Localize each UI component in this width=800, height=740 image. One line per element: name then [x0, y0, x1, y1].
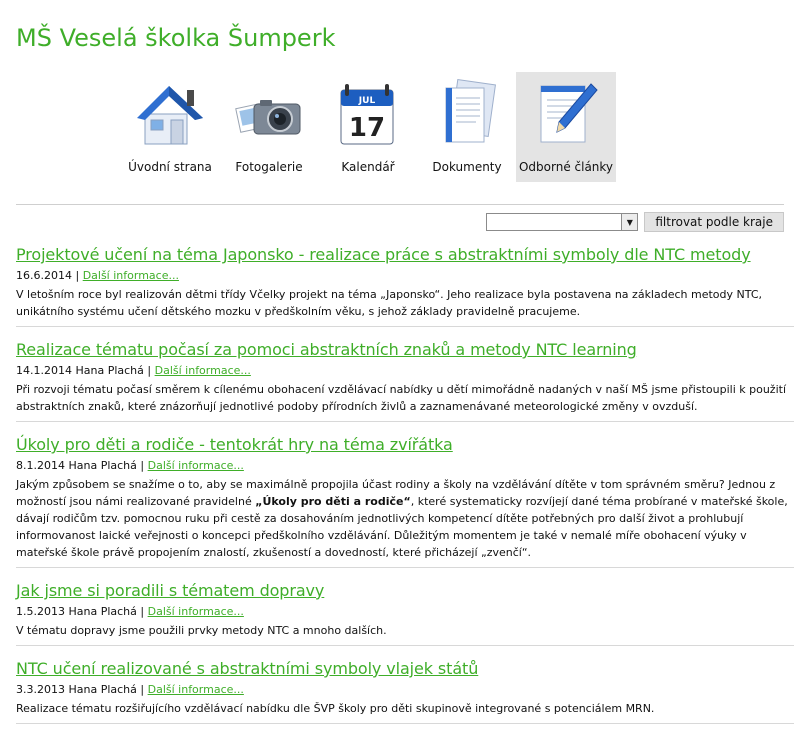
- article-meta: [16, 363, 794, 379]
- nav-label-home: Úvodní strana: [128, 160, 212, 174]
- filter-button[interactable]: filtrovat podle kraje: [644, 212, 784, 232]
- article-meta: [16, 682, 794, 698]
- nav-label-articles: Odborné články: [518, 160, 614, 174]
- nav-item-documents[interactable]: [417, 72, 517, 182]
- article-author: Hana Plachá: [75, 364, 144, 377]
- article-excerpt: V tématu dopravy jsme použili prvky metody NTC a mnoho dalších.: [16, 624, 387, 637]
- document-icon: [428, 76, 506, 148]
- article-title-link[interactable]: Jak jsme si poradili s tématem dopravy: [16, 581, 325, 600]
- excerpt-part: Jakým způsobem se snažíme o to, aby se maximálně propojila účast rodiny a školy na vzdělávání dítěte v tom správném směru? Jednou z možností jsou námi realizované pravidelné: [16, 478, 776, 508]
- more-info-link[interactable]: Další informace...: [147, 683, 244, 696]
- article-title-link[interactable]: Úkoly pro děti a rodiče - tentokrát hry na téma zvířátka: [16, 435, 453, 454]
- more-info-link[interactable]: Další informace...: [147, 459, 244, 472]
- article-item: [16, 580, 794, 646]
- article-title-link[interactable]: Realizace tématu počasí za pomoci abstraktních znaků a metody NTC learning: [16, 340, 637, 359]
- nav-label-calendar: Kalendář: [341, 160, 395, 174]
- site-title[interactable]: MŠ Veselá školka Šumperk: [16, 24, 336, 52]
- article-date: 3.3.2013: [16, 683, 65, 696]
- nav-item-home[interactable]: [120, 72, 220, 182]
- meta-separator: |: [140, 605, 148, 618]
- article-pencil-icon: [527, 76, 605, 148]
- nav-item-calendar[interactable]: [318, 72, 418, 182]
- article-date: 1.5.2013: [16, 605, 65, 618]
- article-item: [16, 658, 794, 724]
- excerpt-bold: „Úkoly pro děti a rodiče“: [255, 495, 411, 508]
- article-meta: [16, 458, 794, 474]
- calendar-month: JUL: [358, 96, 376, 106]
- nav-item-gallery[interactable]: [219, 72, 319, 182]
- filter-bar: [486, 212, 784, 232]
- region-select[interactable]: [486, 213, 638, 231]
- calendar-icon: [329, 76, 407, 148]
- article-item: [16, 339, 794, 422]
- more-info-link[interactable]: Další informace...: [82, 269, 179, 282]
- more-info-link[interactable]: Další informace...: [154, 364, 251, 377]
- article-excerpt: Realizace tématu rozšiřujícího vzdělávací nabídku dle ŠVP školy pro děti skupinově integrované s potenciálem MRN.: [16, 702, 655, 715]
- article-excerpt: V letošním roce byl realizován dětmi třídy Včelky projekt na téma „Japonsko“. Jeho realizace byla postavena na základech metody NTC, unikátního systému učení dětského mozku v předškolním věku, s jehož základy pravidelně pracujeme.: [16, 288, 762, 318]
- meta-separator: |: [75, 269, 83, 282]
- article-author: Hana Plachá: [68, 605, 137, 618]
- article-excerpt: [16, 476, 794, 561]
- article-item: [16, 434, 794, 568]
- meta-separator: |: [140, 459, 148, 472]
- nav-label-documents: Dokumenty: [432, 160, 502, 174]
- divider: [16, 204, 784, 205]
- calendar-day: 17: [348, 113, 386, 143]
- more-info-link[interactable]: Další informace...: [147, 605, 244, 618]
- meta-separator: |: [147, 364, 155, 377]
- main-nav: [120, 72, 615, 182]
- excerpt-part: , které systematicky rozvíjejí dané téma probírané v mateřské škole, dávají rodičům tzv. pomocnou ruku při cestě za dosahováním jednotlivých kompetencí dítěte potřebných pro další život a prohlubují informovanost laické veřejnosti o koncepci předškolního vzdělávání. Důležitým momentem je také v nemalé míře obohacení výuky v mateřské škole právě propojením znalostí, zkušeností a dovedností, které přicházejí „zvenčí“.: [16, 495, 788, 559]
- article-date: 8.1.2014: [16, 459, 65, 472]
- article-meta: [16, 604, 794, 620]
- camera-icon: [230, 76, 308, 148]
- house-icon: [131, 76, 209, 148]
- nav-label-gallery: Fotogalerie: [235, 160, 303, 174]
- chevron-down-icon[interactable]: ▼: [621, 214, 637, 230]
- article-date: 14.1.2014: [16, 364, 72, 377]
- article-list: [16, 244, 794, 736]
- article-title-link[interactable]: Projektové učení na téma Japonsko - realizace práce s abstraktními symboly dle NTC metody: [16, 245, 751, 264]
- article-excerpt: Při rozvoji tématu počasí směrem k cílenému obohacení vzdělávací nabídky u dětí mimořádně nadaných v naší MŠ jsme přistoupili k použití abstraktních znaků, které znázorňují jednotlivé podoby přírodních živlů a zaznamenávané meteorologické změny v ovzduší.: [16, 383, 786, 413]
- article-date: 16.6.2014: [16, 269, 72, 282]
- meta-separator: |: [140, 683, 148, 696]
- article-title-link[interactable]: NTC učení realizované s abstraktními symboly vlajek států: [16, 659, 479, 678]
- article-author: Hana Plachá: [68, 459, 137, 472]
- article-meta: [16, 268, 794, 284]
- article-item: [16, 244, 794, 327]
- nav-item-articles[interactable]: [516, 72, 616, 182]
- article-author: Hana Plachá: [68, 683, 137, 696]
